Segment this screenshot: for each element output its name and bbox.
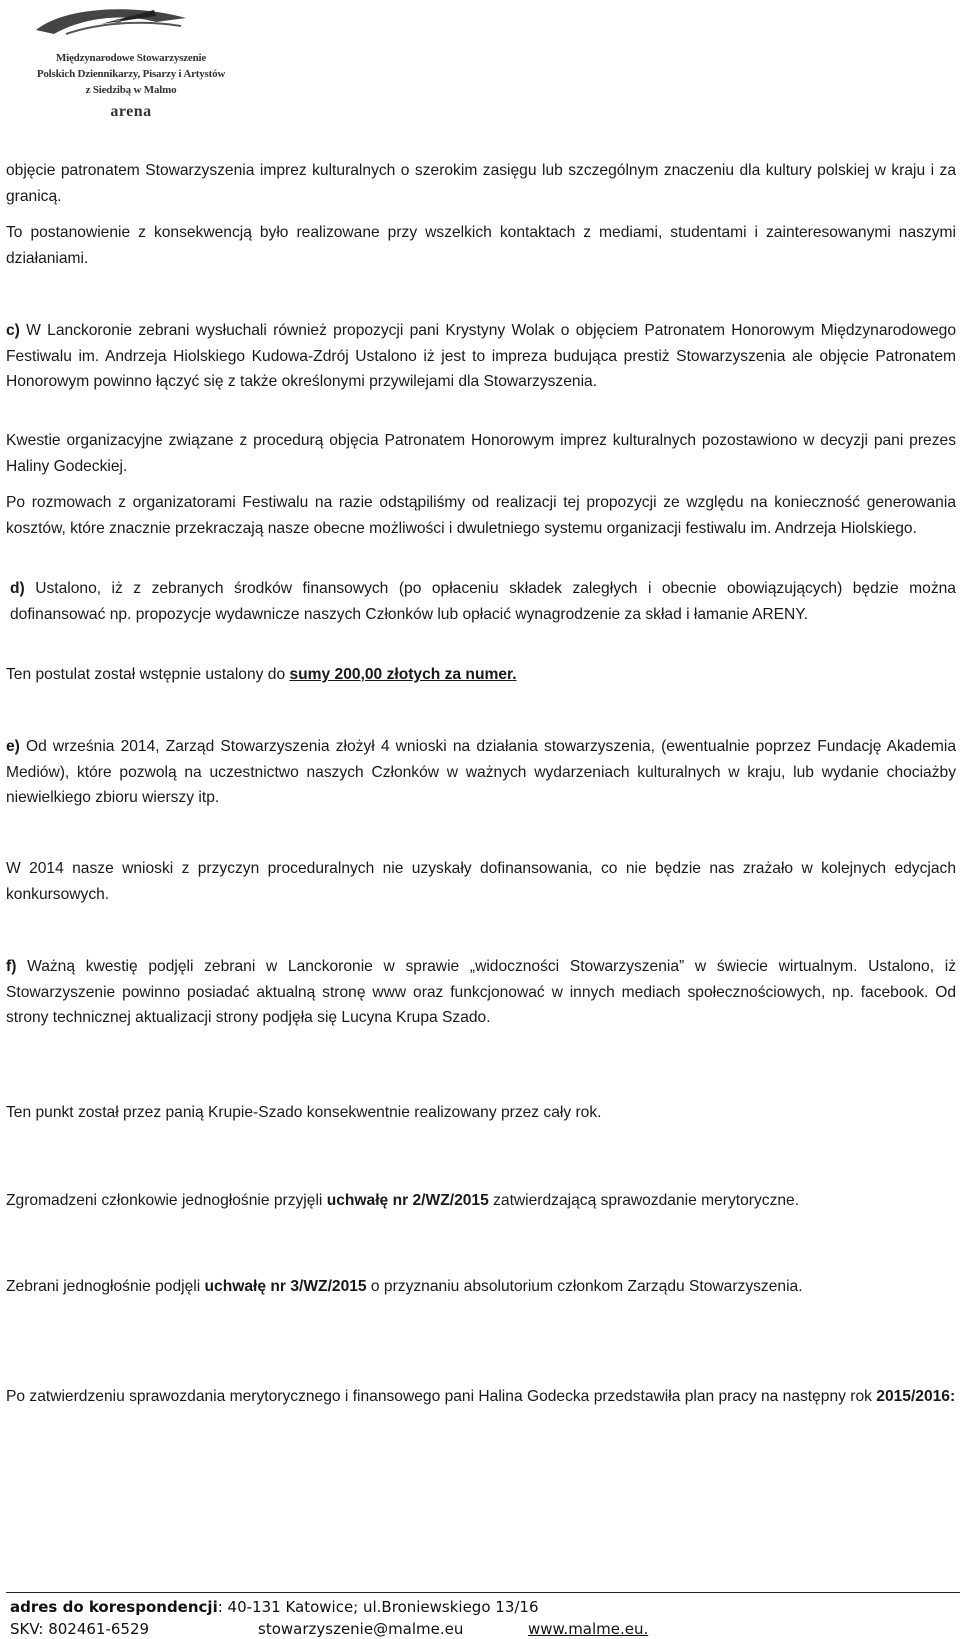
resolution-3-number: uchwałę nr 3/WZ/2015 bbox=[204, 1278, 367, 1295]
paragraph-website: Ten punkt został przez panią Krupie-Szado konsekwentnie realizowany przez cały rok. bbox=[6, 1104, 602, 1121]
paragraph-c-text: W Lanckoronie zebrani wysłuchali również propozycji pani Krystyny Wolak o objęciem Patronatem Honorowym Międzynarodowego Festiwalu im. Andrzeja Hiolskiego Kudowa-Zdrój Ustalono iż jest to impreza budująca prestiż Stowarzyszenia ale objęcie Patronatem Honorowym powinno łączyć się z także określonymi przywilejami dla Stowarzyszenia. bbox=[6, 322, 956, 390]
paragraph-resolution-3 bbox=[6, 1274, 956, 1300]
resolution-3-intro: Zebrani jednogłośnie podjęli bbox=[6, 1278, 205, 1295]
paragraph-work-plan bbox=[6, 1384, 956, 1410]
footer-address-value: : 40-131 Katowice; ul.Broniewskiego 13/16 bbox=[217, 1598, 539, 1616]
footer-address bbox=[10, 1598, 539, 1616]
paragraph-patronage: objęcie patronatem Stowarzyszenia imprez kulturalnych o szerokim zasięgu lub szczególnym znaczeniu dla kultury polskiej w kraju i za granicą. bbox=[6, 162, 956, 205]
item-label-c: c) bbox=[6, 322, 20, 339]
resolution-2-rest: zatwierdzającą sprawozdanie merytoryczne. bbox=[488, 1192, 800, 1209]
paragraph-e-text: Od września 2014, Zarząd Stowarzyszenia złożył 4 wnioski na działania stowarzyszenia, (ewentualnie poprzez Fundację Akademia Mediów), które pozwolą na uczestnictwo naszych Członków w ważnych wydarzeniach kulturalnych w kraju, lub wydanie chociażby niewielkiego zbioru wierszy itp. bbox=[6, 738, 956, 806]
resolution-2-number: uchwałę nr 2/WZ/2015 bbox=[326, 1192, 489, 1209]
logo-text-line-2: Polskich Dziennikarzy, Pisarzy i Artystów bbox=[36, 68, 226, 80]
paragraph-resolution-2 bbox=[6, 1188, 956, 1214]
paragraph-d-text: Ustalono, iż z zebranych środków finansowych (po opłaceniu składek zaległych i obecnie obowiązujących) będzie można dofinansować np. propozycje wydawnicze naszych Członków lub opłacić wynagrodzenie za skład i łamanie ARENY. bbox=[10, 580, 956, 623]
paragraph-d bbox=[10, 576, 956, 627]
paragraph-postulate bbox=[6, 662, 956, 688]
paragraph-festival: Po rozmowach z organizatorami Festiwalu na razie odstąpiliśmy od realizacji tej propozycji ze względu na konieczność generowania kosztów, które znacznie przekraczają nasze obecne możliwości i dwuletniego systemu organizacji festiwalu im. Andrzeja Hiolskiego. bbox=[6, 494, 956, 537]
paragraph-postulate-text: Ten postulat został wstępnie ustalony do bbox=[6, 666, 290, 683]
paragraph-c bbox=[6, 318, 956, 395]
paragraph-applications-2014: W 2014 nasze wnioski z przyczyn proceduralnych nie uzyskały dofinansowania, co nie będzie nas zrażało w kolejnych edycjach konkursowych. bbox=[6, 860, 956, 903]
footer-skv: SKV: 802461-6529 bbox=[10, 1620, 150, 1638]
work-plan-intro: Po zatwierdzeniu sprawozdania merytorycznego i finansowego pani Halina Godecka przedstawiła plan pracy na następny rok bbox=[6, 1388, 877, 1405]
item-label-e: e) bbox=[6, 738, 20, 755]
resolution-2-intro: Zgromadzeni członkowie jednogłośnie przyjęli bbox=[6, 1192, 327, 1209]
work-plan-year: 2015/2016: bbox=[876, 1388, 956, 1405]
logo-text-line-3: z Siedzibą w Malmo bbox=[85, 84, 177, 96]
item-label-f: f) bbox=[6, 958, 17, 975]
paragraph-implementation: To postanowienie z konsekwencją było realizowane przy wszelkich kontaktach z mediami, studentami i zainteresowanymi naszymi działaniami. bbox=[6, 224, 956, 267]
item-label-d: d) bbox=[10, 580, 25, 597]
footer-address-label: adres do korespondencji bbox=[10, 1598, 218, 1616]
association-logo bbox=[6, 0, 256, 135]
footer-divider bbox=[6, 1592, 960, 1593]
logo-text-line-1: Międzynarodowe Stowarzyszenie bbox=[55, 52, 207, 64]
footer-email[interactable]: stowarzyszenie@malme.eu bbox=[258, 1620, 464, 1638]
paragraph-f-text: Ważną kwestię podjęli zebrani w Lanckoronie w sprawie „widoczności Stowarzyszenia” w świecie wirtualnym. Ustalono, iż Stowarzyszenie powinno posiadać aktualną stronę www oraz funkcjonować w innych mediach społecznościowych, np. facebook. Od strony technicznej aktualizacji strony podjęła się Lucyna Krupa Szado. bbox=[6, 958, 956, 1026]
paragraph-f bbox=[6, 954, 956, 1031]
logo-text-arena: arena bbox=[110, 103, 152, 120]
quill-emblem-icon bbox=[6, 0, 256, 52]
amount-per-issue: sumy 200,00 złotych za numer. bbox=[289, 666, 517, 683]
paragraph-e bbox=[6, 734, 956, 811]
footer-website-link[interactable]: www.malme.eu. bbox=[528, 1620, 649, 1638]
resolution-3-rest: o przyznaniu absolutorium członkom Zarządu Stowarzyszenia. bbox=[366, 1278, 803, 1295]
paragraph-organizational: Kwestie organizacyjne związane z procedurą objęcia Patronatem Honorowym imprez kulturalnych pozostawiono w decyzji pani prezes Haliny Godeckiej. bbox=[6, 432, 956, 475]
